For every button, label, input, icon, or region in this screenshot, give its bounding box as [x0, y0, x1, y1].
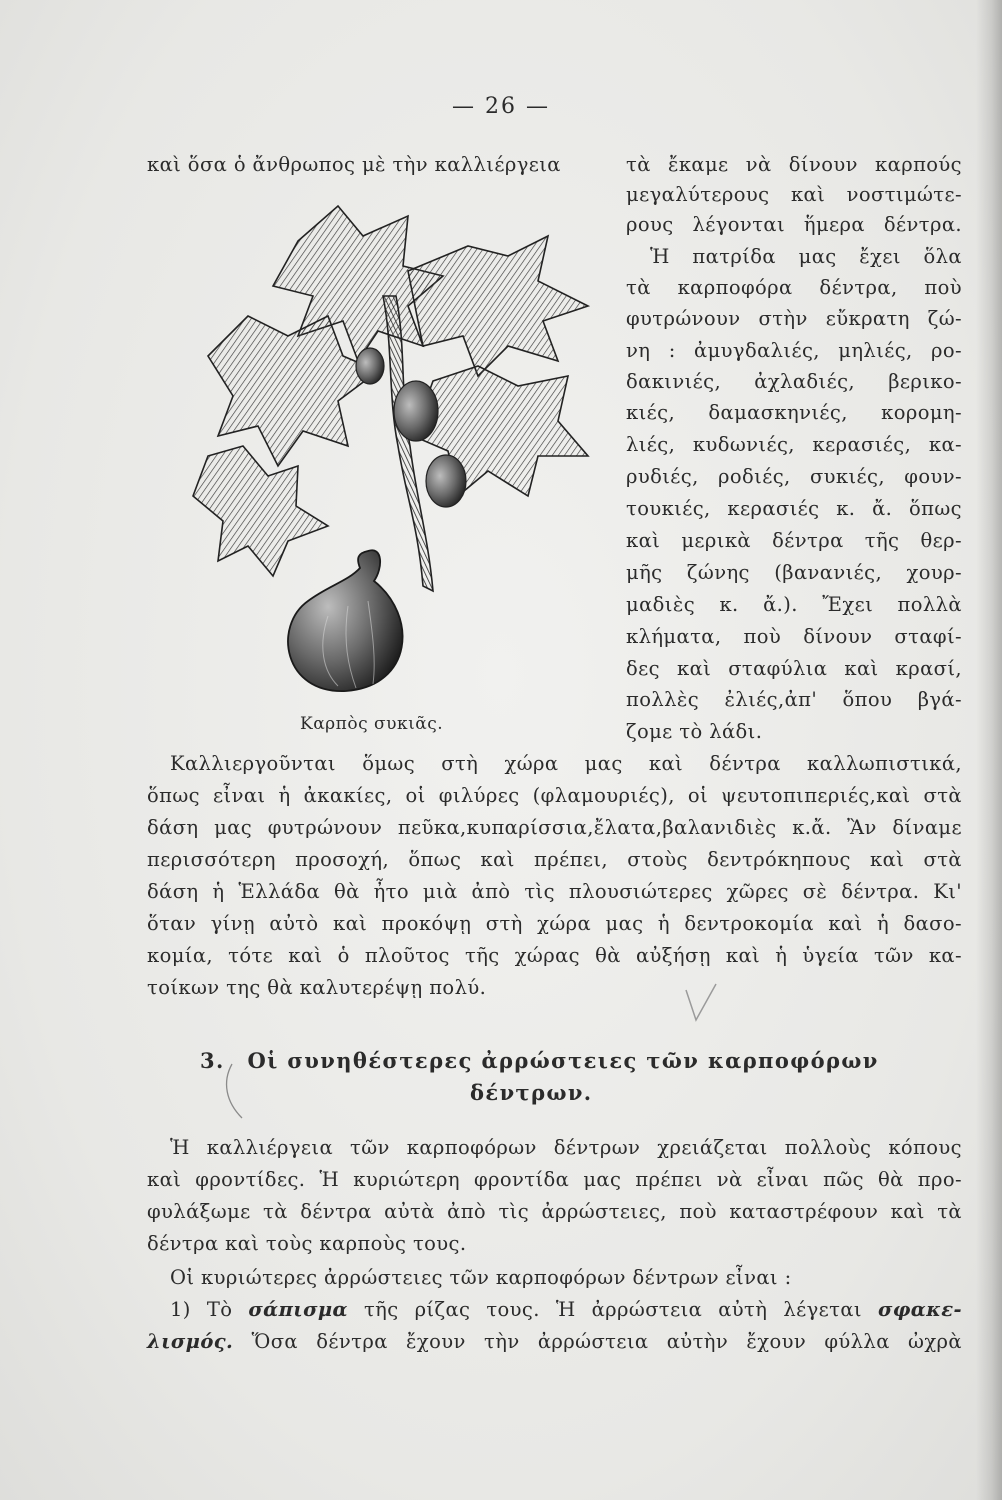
- paragraph-line: ὅπως εἶναι ἡ ἀκακίες, οἱ φιλύρες (φλαμουριές), οἱ ψευτοπιπεριές,καὶ στὰ: [147, 784, 962, 807]
- paragraph-line: δάση ἡ Ἑλλάδα θὰ ἦτο μιὰ ἀπὸ τὶς πλουσιώτερες χῶρες σὲ δέντρα. Κι': [147, 880, 962, 903]
- right-column-line: Ἡ πατρίδα μας ἔχει ὅλα: [650, 245, 962, 268]
- section-paragraph-line: καὶ φροντίδες. Ἡ κυριώτερη φροντίδα μας πρέπει νὰ εἶναι πῶς θὰ προ-: [147, 1168, 962, 1191]
- right-column-line: καὶ μερικὰ δέντρα τῆς θερ-: [626, 529, 962, 552]
- page-edge-shadow: [976, 0, 1002, 1500]
- item1-term2-part1: σφακε-: [877, 1298, 962, 1321]
- section-number: 3.: [200, 1048, 225, 1073]
- section-paragraph2: Οἱ κυριώτερες ἀρρώστειες τῶν καρποφόρων δέντρων εἶναι :: [170, 1266, 792, 1289]
- right-column-line: δες καὶ σταφύλια καὶ κρασί,: [626, 657, 962, 680]
- section-paragraph-line: φυλάξωμε τὰ δέντρα αὐτὰ ἀπὸ τὶς ἀρρώστειες, ποὺ καταστρέφουν καὶ τὰ: [147, 1200, 962, 1223]
- figure-caption: Καρπὸς συκιᾶς.: [300, 714, 444, 734]
- item1-middle: τῆς ρίζας τους. Ἡ ἀρρώστεια αὐτὴ λέγεται: [363, 1298, 862, 1321]
- item1-prefix: 1) Τὸ: [170, 1298, 233, 1321]
- paragraph-line: τοίκων της θὰ καλυτερέψῃ πολύ.: [147, 976, 487, 999]
- right-column-line: φυτρώνουν στὴν εὔκρατη ζώ-: [626, 307, 962, 330]
- item1-term: σάπισμα: [248, 1298, 348, 1321]
- section-title-line2: δέντρων.: [470, 1080, 593, 1105]
- right-column-line: μαδιὲς κ. ἄ.). Ἔχει πολλὰ: [626, 593, 962, 616]
- section-heading: [200, 1048, 879, 1073]
- paragraph-line: ὅταν γίνῃ αὐτὸ καὶ προκόψῃ στὴ χώρα μας ἡ δεντροκομία καὶ ἡ δασο-: [147, 912, 962, 935]
- section-paragraph-line: Ἡ καλλιέργεια τῶν καρποφόρων δέντρων χρειάζεται πολλοὺς κόπους: [170, 1136, 962, 1159]
- right-column-line: δακινιές, ἀχλαδιές, βερικο-: [626, 370, 962, 393]
- right-column-line: πολλὲς ἐλιές,ἀπ' ὅπου βγά-: [626, 688, 962, 711]
- right-column-line: ζομε τὸ λάδι.: [626, 720, 763, 743]
- right-column-line: τὰ ἔκαμε νὰ δίνουν καρπούς: [626, 153, 962, 176]
- fig-branch-illustration: [178, 196, 608, 701]
- item1-line1: [170, 1298, 962, 1322]
- section-title-line1: Οἱ συνηθέστερες ἀρρώστειες τῶν καρποφόρων: [247, 1048, 879, 1073]
- right-column-line: νη : ἀμυγδαλιές, μηλιές, ρο-: [626, 339, 962, 362]
- paragraph-line: δάση μας φυτρώνουν πεῦκα,κυπαρίσσια,ἔλατα,βαλανιδιὲς κ.ἄ. Ἂν δίναμε: [147, 816, 962, 839]
- right-column-line: ρυδιές, ροδιές, συκιές, φουν-: [626, 465, 962, 488]
- paragraph-line: περισσότερη προσοχή, ὅπως καὶ πρέπει, στοὺς δεντρόκηπους καὶ στὰ: [147, 848, 962, 871]
- item1-line2: [147, 1330, 962, 1354]
- right-column-line: μῆς ζώνης (βανανιές, χουρ-: [626, 561, 962, 584]
- right-column-line: λιές, κυδωνιές, κερασιές, κα-: [626, 433, 962, 456]
- section-paragraph-line: δέντρα καὶ τοὺς καρποὺς τους.: [147, 1232, 467, 1255]
- pencil-check-mark: [682, 980, 722, 1024]
- right-column-line: τουκιές, κερασιές κ. ἄ. ὅπως: [626, 497, 962, 520]
- right-column-line: τὰ καρποφόρα δέντρα, ποὺ: [626, 276, 962, 299]
- intro-line-left: καὶ ὅσα ὁ ἄνθρωπος μὲ τὴν καλλιέργεια: [147, 153, 561, 176]
- right-column-line: ρους λέγονται ἥμερα δέντρα.: [626, 213, 962, 236]
- item1-rest: Ὅσα δέντρα ἔχουν τὴν ἀρρώστεια αὐτὴν ἔχουν φύλλα ὠχρὰ: [251, 1330, 962, 1353]
- item1-term2-part2: λισμός.: [147, 1330, 234, 1353]
- right-column-line: μεγαλύτερους καὶ νοστιμώτε-: [626, 183, 962, 206]
- paragraph-line: Καλλιεργοῦνται ὅμως στὴ χώρα μας καὶ δέντρα καλλωπιστικά,: [170, 752, 962, 775]
- page-number: — 26 —: [452, 94, 550, 119]
- paragraph-line: κομία, τότε καὶ ὁ πλοῦτος τῆς χώρας θὰ αὐξήσῃ καὶ ἡ ὑγεία τῶν κα-: [147, 944, 962, 967]
- pencil-stroke-mark: [212, 1062, 252, 1122]
- right-column-line: κιές, δαμασκηνιές, κορομη-: [626, 401, 962, 424]
- right-column-line: κλήματα, ποὺ δίνουν σταφί-: [626, 625, 962, 648]
